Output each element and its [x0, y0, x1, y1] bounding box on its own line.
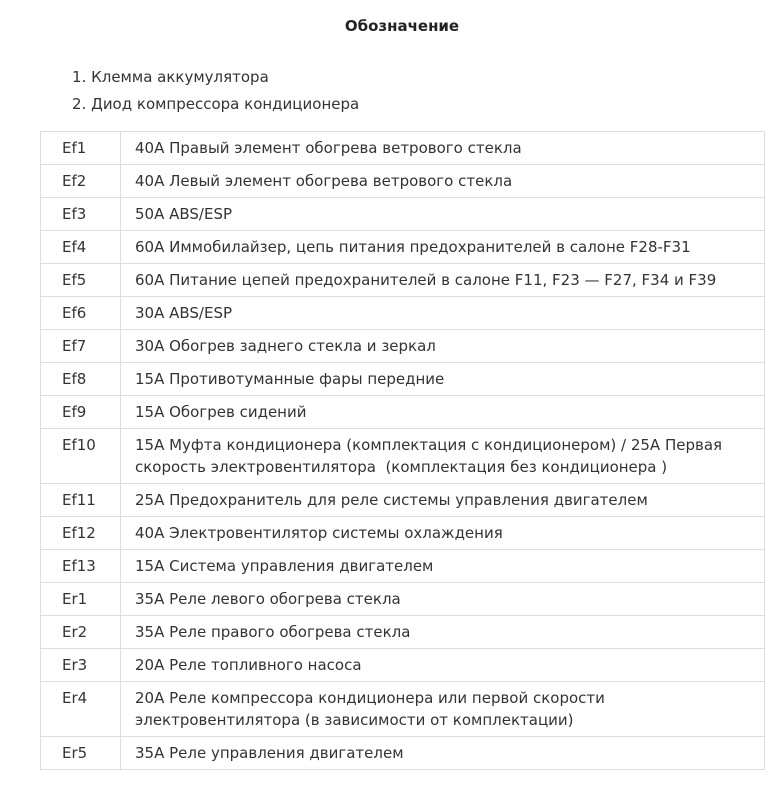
fuse-code-cell: Ef2: [41, 165, 121, 198]
fuse-code-cell: Ef1: [41, 132, 121, 165]
fuse-row: [41, 297, 765, 330]
fuse-row: [41, 264, 765, 297]
fuse-description-cell: 30А ABS/ESP: [121, 297, 765, 330]
fuse-description-cell: 35А Реле левого обогрева стекла: [121, 583, 765, 616]
fuse-row: [41, 583, 765, 616]
fuse-row: [41, 484, 765, 517]
fuse-code-cell: Ef5: [41, 264, 121, 297]
legend-item-text: Диод компрессора кондиционера: [91, 95, 360, 113]
fuse-code-cell: Ef10: [41, 429, 121, 484]
legend-item-number: 2.: [72, 95, 87, 113]
fuse-code-cell: Ef3: [41, 198, 121, 231]
fuse-code-cell: Ef13: [41, 550, 121, 583]
legend-item: [72, 66, 764, 88]
fuse-code-cell: Er1: [41, 583, 121, 616]
fuse-description-cell: 40А Правый элемент обогрева ветрового стекла: [121, 132, 765, 165]
fuse-row: [41, 737, 765, 770]
fuse-description-cell: 60А Питание цепей предохранителей в салоне F11, F23 — F27, F34 и F39: [121, 264, 765, 297]
fuse-code-cell: Er2: [41, 616, 121, 649]
fuse-code-cell: Ef9: [41, 396, 121, 429]
legend-item-text: Клемма аккумулятора: [91, 68, 269, 86]
fuse-description-cell: 15А Муфта кондиционера (комплектация с кондиционером) / 25А Первая скорость электровентилятора (комплектация без кондиционера ): [121, 429, 765, 484]
fuse-table-body: [41, 132, 765, 770]
fuse-row: [41, 231, 765, 264]
fuse-row: [41, 363, 765, 396]
fuse-code-cell: Ef11: [41, 484, 121, 517]
fuse-code-cell: Ef8: [41, 363, 121, 396]
legend-list: [40, 66, 764, 115]
fuse-table: [40, 131, 765, 770]
fuse-code-cell: Ef12: [41, 517, 121, 550]
fuse-description-cell: 15А Противотуманные фары передние: [121, 363, 765, 396]
legend-item-number: 1.: [72, 68, 87, 86]
fuse-description-cell: 35А Реле правого обогрева стекла: [121, 616, 765, 649]
fuse-row: [41, 517, 765, 550]
fuse-code-cell: Er5: [41, 737, 121, 770]
fuse-code-cell: Ef4: [41, 231, 121, 264]
fuse-code-cell: Er3: [41, 649, 121, 682]
fuse-row: [41, 330, 765, 363]
fuse-row: [41, 649, 765, 682]
page-title: Обозначение: [344, 17, 460, 35]
fuse-code-cell: Ef6: [41, 297, 121, 330]
fuse-description-cell: 60А Иммобилайзер, цепь питания предохранителей в салоне F28-F31: [121, 231, 765, 264]
fuse-row: [41, 550, 765, 583]
fuse-row: [41, 198, 765, 231]
fuse-description-cell: 40А Левый элемент обогрева ветрового стекла: [121, 165, 765, 198]
fuse-description-cell: 15А Обогрев сидений: [121, 396, 765, 429]
fuse-description-cell: 40А Электровентилятор системы охлаждения: [121, 517, 765, 550]
fuse-row: [41, 165, 765, 198]
fuse-description-cell: 50А ABS/ESP: [121, 198, 765, 231]
fuse-description-cell: 20А Реле топливного насоса: [121, 649, 765, 682]
fuse-row: [41, 682, 765, 737]
fuse-description-cell: 30А Обогрев заднего стекла и зеркал: [121, 330, 765, 363]
fuse-row: [41, 429, 765, 484]
fuse-description-cell: 35А Реле управления двигателем: [121, 737, 765, 770]
content-area: [40, 0, 764, 770]
fuse-row: [41, 616, 765, 649]
fuse-code-cell: Er4: [41, 682, 121, 737]
fuse-code-cell: Ef7: [41, 330, 121, 363]
fuse-row: [41, 132, 765, 165]
legend-item: [72, 93, 764, 115]
fuse-description-cell: 25А Предохранитель для реле системы управления двигателем: [121, 484, 765, 517]
fuse-description-cell: 20А Реле компрессора кондиционера или первой скорости электровентилятора (в зависимости от комплектации): [121, 682, 765, 737]
fuse-row: [41, 396, 765, 429]
fuse-description-cell: 15А Система управления двигателем: [121, 550, 765, 583]
